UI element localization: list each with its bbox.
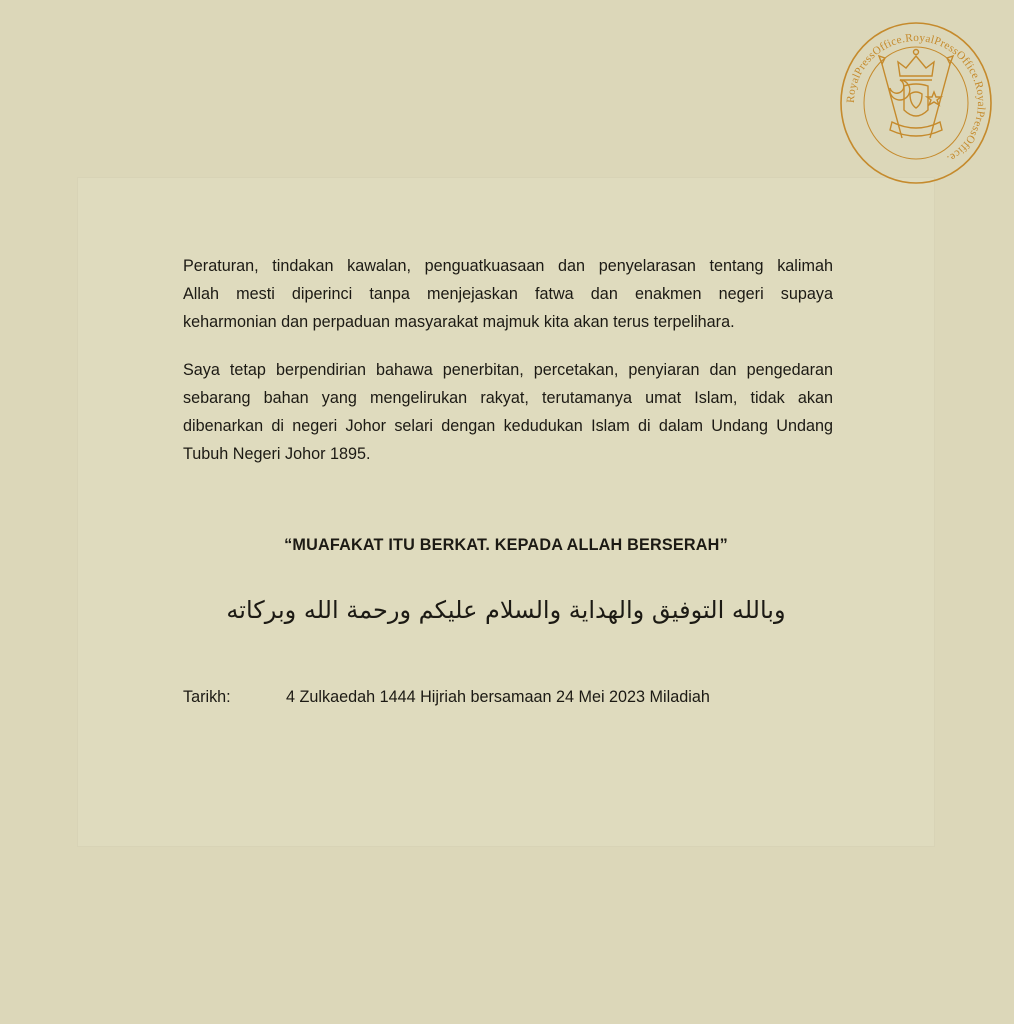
paragraph-line: keharmonian dan perpaduan masyarakat majmuk kita akan terus terpelihara.: [183, 313, 735, 331]
paragraph-line: Saya tetap berpendirian bahawa penerbitan, percetakan, penyiaran dan pengedaran: [183, 361, 833, 379]
royal-crest-icon: [838, 18, 994, 188]
paragraph-line: dibenarkan di negeri Johor selari dengan kedudukan Islam di dalam Undang Undang: [183, 417, 833, 435]
arabic-closing: وبالله التوفيق والهداية والسلام عليكم ورحمة الله وبركاته: [226, 596, 786, 624]
paragraph-line: Peraturan, tindakan kawalan, penguatkuasaan dan penyelarasan tentang kalimah: [183, 257, 833, 275]
paragraph-stance: [183, 356, 833, 468]
royal-press-office-seal: [838, 18, 994, 188]
paragraph-line: Tubuh Negeri Johor 1895.: [183, 445, 371, 463]
paragraph-regulation: [183, 252, 833, 336]
seal-ring-text: RoyalPressOffice.RoyalPressOffice.RoyalPressOffice.: [844, 31, 988, 165]
date-value: 4 Zulkaedah 1444 Hijriah bersamaan 24 Mei 2023 Miladiah: [286, 688, 710, 706]
paragraph-line: sebarang bahan yang mengelirukan rakyat, terutamanya umat Islam, tidak akan: [183, 389, 833, 407]
paragraph-line: Allah mesti diperinci tanpa menjejaskan fatwa dan enakmen negeri supaya: [183, 285, 833, 303]
document-body: [183, 252, 833, 468]
date-label: Tarikh:: [183, 688, 231, 706]
motto-heading: “MUAFAKAT ITU BERKAT. KEPADA ALLAH BERSERAH”: [284, 536, 728, 554]
